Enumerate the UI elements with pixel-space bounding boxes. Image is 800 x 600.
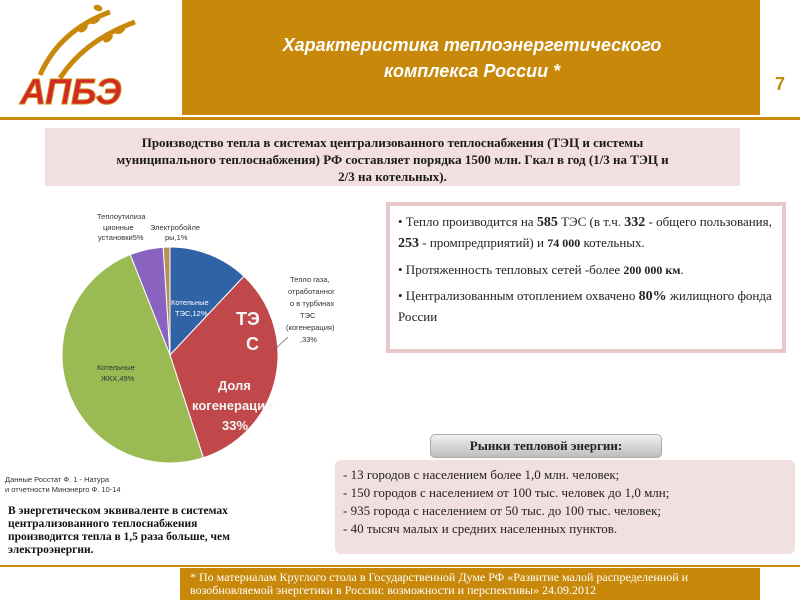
- header-divider: [0, 117, 800, 120]
- market-item: - 40 тысяч малых и средних населенных пунктов.: [343, 521, 618, 536]
- data-source: [5, 475, 165, 495]
- label-gas-4: ТЭС: [300, 311, 316, 320]
- label-gas-2: отработанног: [288, 287, 335, 296]
- intro-line-2: муниципального теплоснабжения) РФ составляет порядка 1500 млн. Гкал в год (1/3 на ТЭЦ и: [116, 152, 669, 167]
- overlay-share-2: когенерации: [192, 398, 274, 413]
- label-tes-1: Котельные: [171, 298, 209, 307]
- footer-divider: [0, 565, 800, 567]
- overlay-tes-1: ТЭ: [236, 309, 260, 329]
- market-item: - 935 города с населением от 50 тыс. до 100 тыс. человек;: [343, 503, 662, 518]
- label-gas-5: (когенерация): [286, 323, 335, 332]
- logo-text: АПБЭ: [20, 71, 122, 112]
- overlay-share-1: Доля: [218, 378, 251, 393]
- intro-line-1: Производство тепла в системах централизованного теплоснабжения (ТЭЦ и системы: [141, 135, 644, 150]
- label-gas-6: ,33%: [300, 335, 318, 344]
- energy-note-line-3: производится тепла в 1,5 раза больше, чем: [8, 531, 230, 543]
- logo: [0, 0, 180, 115]
- pie-chart-svg: [0, 205, 380, 505]
- market-item: - 13 городов с населением более 1,0 млн. человек;: [343, 467, 620, 482]
- label-elec-2: ры,1%: [165, 233, 188, 242]
- header-bar: [180, 0, 762, 115]
- source-line-2: и отчетности Минэнерго Ф. 10-14: [5, 485, 121, 494]
- label-util-3: установки5%: [98, 233, 144, 242]
- markets-list: [335, 460, 795, 554]
- footer-line-1: * По материалам Круглого стола в Государственной Думе РФ «Развитие малой распределенной и: [190, 570, 689, 584]
- facts-box: [386, 202, 786, 353]
- logo-area: [0, 0, 180, 115]
- label-zhkh-1: Котельные: [97, 363, 135, 372]
- energy-note-line-4: электроэнергии.: [8, 544, 94, 556]
- energy-note: [8, 505, 308, 557]
- title-line-2: комплекса России *: [383, 61, 561, 81]
- energy-note-line-1: В энергетическом эквиваленте в системах: [8, 505, 228, 517]
- pie-chart: [0, 205, 380, 505]
- source-line-1: Данные Росстат Ф. 1 - Натура: [5, 475, 110, 484]
- label-gas-3: о в турбинах: [290, 299, 335, 308]
- page-title: [182, 32, 762, 84]
- intro-line-3: 2/3 на котельных).: [338, 169, 447, 184]
- overlay-tes-2: С: [246, 334, 259, 354]
- market-item: - 150 городов с населением от 100 тыс. человек до 1,0 млн;: [343, 485, 670, 500]
- page-number: 7: [774, 74, 785, 94]
- label-elec-1: Электробойле: [150, 223, 201, 232]
- fact-1: • Тепло производится на 585 ТЭС (в т.ч. 332 - общего пользования, 253 - промпредприятий) и 74 000 котельных.: [398, 214, 772, 251]
- label-util-2: ционные: [103, 223, 134, 232]
- wheat-icon: [40, 4, 135, 78]
- energy-note-line-2: централизованного теплоснабжения: [8, 518, 198, 530]
- label-zhkh-2: ЖКХ,49%: [101, 374, 135, 383]
- footer-bar: [180, 568, 760, 600]
- fact-2: • Протяженность тепловых сетей -более 200 000 км.: [398, 262, 684, 277]
- footer-text: [190, 571, 755, 597]
- footer: [0, 568, 800, 600]
- label-tes-2: ТЭС,12%: [175, 309, 208, 318]
- label-util-1: Теплоутилиза: [97, 212, 146, 221]
- title-line-1: Характеристика теплоэнергетического: [282, 35, 662, 55]
- overlay-share-3: 33%: [222, 418, 249, 433]
- markets-title: Рынки тепловой энергии:: [430, 434, 662, 458]
- footer-right-blank: [760, 568, 800, 600]
- fact-3: • Централизованным отоплением охвачено 80% жилищного фонда России: [398, 288, 772, 324]
- footer-left-blank: [0, 568, 180, 600]
- intro-box: [45, 128, 740, 186]
- page-number-area: [760, 0, 800, 115]
- footer-line-2: возобновляемой энергетики в России: возможности и перспективы» 24.09.2012: [190, 583, 596, 597]
- label-gas-1: Тепло газа,: [290, 275, 330, 284]
